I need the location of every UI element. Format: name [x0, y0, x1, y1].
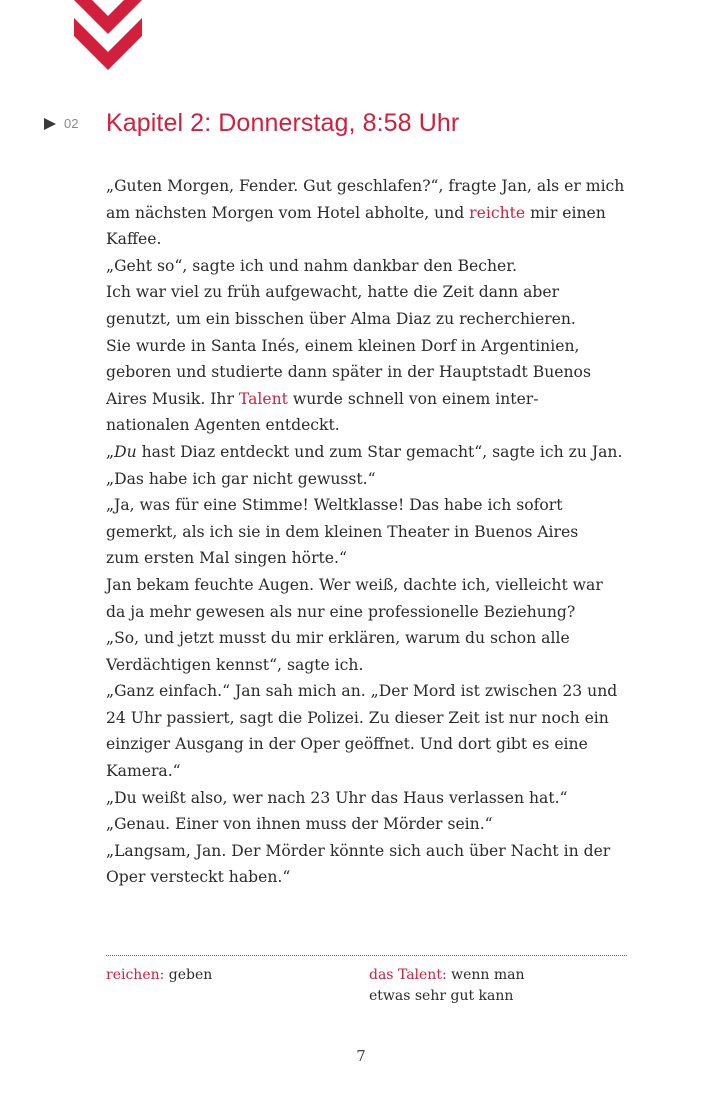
text-line: [106, 253, 626, 280]
text-line: [106, 466, 626, 493]
text-segment: 24 Uhr passiert, sagt die Polizei. Zu dieser Zeit ist nur noch ein: [106, 708, 609, 727]
text-line: [106, 705, 626, 732]
text-line: [106, 625, 626, 652]
text-segment: gemerkt, als ich sie in dem kleinen Theater in Buenos Aires: [106, 522, 579, 541]
text-line: [106, 545, 626, 572]
text-segment: da ja mehr gewesen als nur eine professionelle Beziehung?: [106, 602, 576, 621]
text-segment: „Ja, was für eine Stimme! Weltklasse! Das habe ich sofort: [106, 496, 563, 515]
text-line: [106, 200, 626, 227]
text-line: [106, 731, 626, 758]
text-line: [106, 785, 626, 812]
text-line: [106, 572, 626, 599]
text-segment: „Guten Morgen, Fender. Gut geschlafen?“, fragte Jan, als er mich: [106, 177, 625, 195]
text-segment: Sie wurde in Santa Inés, einem kleinen Dorf in Argentinien,: [106, 336, 580, 355]
text-line: [106, 173, 626, 200]
text-segment: „Das habe ich gar nicht gewusst.“: [106, 469, 376, 488]
text-segment: Jan bekam feuchte Augen. Wer weiß, dachte ich, vielleicht war: [106, 575, 603, 594]
glossary-definition: geben: [164, 967, 213, 983]
glossary-definition-continued: etwas sehr gut kann: [369, 988, 514, 1004]
text-segment: geboren und studierte dann später in der Hauptstadt Buenos: [106, 363, 591, 382]
text-segment: Kamera.“: [106, 762, 181, 781]
text-line: [106, 678, 626, 705]
highlighted-vocabulary: reichte: [469, 203, 526, 222]
text-segment: wurde schnell von einem inter-: [287, 389, 539, 408]
text-line: [106, 359, 626, 386]
text-line: [106, 439, 626, 466]
text-segment: Verdächtigen kennst“, sagte ich.: [106, 655, 364, 674]
chapter-number: 02: [64, 116, 79, 131]
play-triangle-icon: [44, 118, 56, 130]
text-line: [106, 386, 626, 413]
text-line: [106, 306, 626, 333]
page-number: 7: [356, 1047, 366, 1065]
text-segment: „Genau. Einer von ihnen muss der Mörder sein.“: [106, 815, 493, 834]
text-line: [106, 811, 626, 838]
text-segment: Aires Musik. Ihr: [106, 389, 239, 408]
text-line: [106, 838, 626, 865]
text-segment: nationalen Agenten entdeckt.: [106, 416, 340, 435]
text-line: [106, 226, 626, 253]
text-segment: Kaffee.: [106, 230, 162, 249]
text-segment: zum ersten Mal singen hörte.“: [106, 549, 347, 568]
glossary-divider: [106, 955, 627, 956]
chapter-heading: [44, 109, 684, 141]
glossary-entry: [106, 965, 346, 986]
text-segment: mir einen: [525, 203, 606, 222]
chevron-logo-icon: [74, 0, 142, 72]
story-text: [106, 173, 626, 891]
glossary-entry: [369, 965, 609, 1007]
text-segment: am nächsten Morgen vom Hotel abholte, und: [106, 203, 470, 222]
text-segment: hast Diaz entdeckt und zum Star gemacht“, sagte ich zu Jan.: [136, 442, 623, 461]
text-line: [106, 758, 626, 785]
chapter-marker: [44, 116, 78, 131]
text-segment: „So, und jetzt musst du mir erklären, warum du schon alle: [106, 629, 570, 648]
text-line: [106, 519, 626, 546]
text-line: [106, 492, 626, 519]
text-segment: Oper versteckt haben.“: [106, 868, 291, 887]
text-line: [106, 652, 626, 679]
text-segment: einziger Ausgang in der Oper geöffnet. Und dort gibt es eine: [106, 735, 588, 754]
text-line: [106, 279, 626, 306]
glossary-definition: wenn man: [446, 967, 525, 983]
chapter-title: Kapitel 2: Donnerstag, 8:58 Uhr: [106, 109, 460, 137]
text-line: [106, 864, 626, 891]
glossary-term: reichen:: [106, 967, 165, 983]
emphasized-text: Du: [114, 442, 137, 461]
text-line: [106, 333, 626, 360]
text-segment: genutzt, um ein bisschen über Alma Diaz zu recherchieren.: [106, 309, 576, 328]
glossary-term: das Talent:: [369, 967, 447, 983]
highlighted-vocabulary: Talent: [238, 389, 288, 408]
text-segment: „Du weißt also, wer nach 23 Uhr das Haus verlassen hat.“: [106, 788, 568, 807]
text-segment: „: [106, 442, 115, 461]
text-line: [106, 599, 626, 626]
text-segment: „Ganz einfach.“ Jan sah mich an. „Der Mord ist zwischen 23 und: [106, 682, 618, 701]
text-line: [106, 412, 626, 439]
text-segment: Ich war viel zu früh aufgewacht, hatte die Zeit dann aber: [106, 283, 560, 302]
text-segment: „Langsam, Jan. Der Mörder könnte sich auch über Nacht in der: [106, 841, 611, 860]
text-segment: „Geht so“, sagte ich und nahm dankbar den Becher.: [106, 256, 517, 275]
